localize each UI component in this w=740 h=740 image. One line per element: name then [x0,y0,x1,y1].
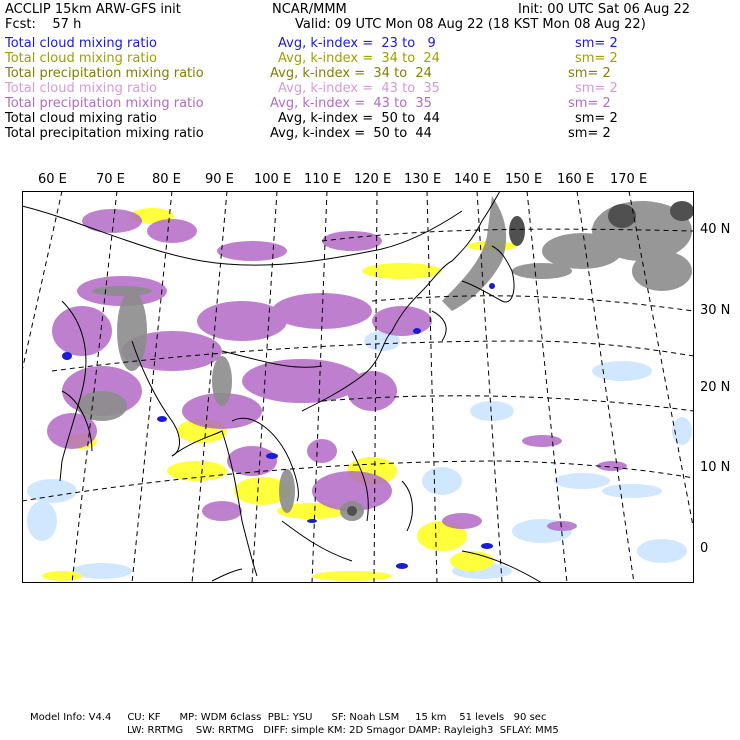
lon-label: 170 E [610,172,648,187]
legend-sm: sm= 2 [575,111,618,126]
legend-avg: Avg, k-index = 43 to 35 [270,96,432,111]
legend-field: Total cloud mixing ratio [5,111,158,126]
lon-label: 120 E [354,172,392,187]
legend-avg: Avg, k-index = 43 to 35 [278,81,440,96]
lon-label: 70 E [96,172,125,187]
legend-sm: sm= 2 [568,66,611,81]
legend-sm: sm= 2 [575,51,618,66]
init-time: Init: 00 UTC Sat 06 Aug 22 [518,2,691,17]
legend-sm: sm= 2 [568,126,611,141]
lon-label: 80 E [152,172,181,187]
physics-info: LW: RRTMG SW: RRTMG DIFF: simple KM: 2D Smagor DAMP: Rayleigh3 SFLAY: MM5 [127,725,559,736]
lon-label: 60 E [38,172,67,187]
lon-label: 140 E [454,172,492,187]
forecast-hour: Fcst: 57 h [5,17,82,32]
lon-label: 160 E [557,172,595,187]
lon-label: 110 E [304,172,342,187]
legend-avg: Avg, k-index = 34 to 24 [270,66,432,81]
legend-sm: sm= 2 [575,36,618,51]
legend-field: Total precipitation mixing ratio [5,126,204,141]
model-title: ACCLIP 15km ARW-GFS init [5,2,181,17]
legend-field: Total cloud mixing ratio [5,51,158,66]
legend-field: Total cloud mixing ratio [5,81,158,96]
organization-label: NCAR/MMM [272,2,347,17]
legend-avg: Avg, k-index = 23 to 9 [278,36,436,51]
lat-label: 10 N [700,460,731,475]
lon-label: 130 E [404,172,442,187]
valid-time: Valid: 09 UTC Mon 08 Aug 22 (18 KST Mon 08 Aug 22) [295,17,646,32]
lon-label: 100 E [254,172,292,187]
weather-map [22,191,694,583]
legend-sm: sm= 2 [575,81,618,96]
model-info: Model Info: V4.4 CU: KF MP: WDM 6class PBL: YSU SF: Noah LSM 15 km 51 levels 90 sec [30,712,547,723]
lon-label: 150 E [505,172,543,187]
lat-label: 20 N [700,380,731,395]
lat-label: 40 N [700,222,731,237]
legend-avg: Avg, k-index = 34 to 24 [278,51,440,66]
legend-field: Total cloud mixing ratio [5,36,158,51]
lat-label: 0 [700,541,709,556]
lon-label: 90 E [205,172,234,187]
legend-field: Total precipitation mixing ratio [5,96,204,111]
legend-sm: sm= 2 [568,96,611,111]
legend-avg: Avg, k-index = 50 to 44 [270,126,432,141]
lat-label: 30 N [700,303,731,318]
legend-avg: Avg, k-index = 50 to 44 [278,111,440,126]
legend-field: Total precipitation mixing ratio [5,66,204,81]
